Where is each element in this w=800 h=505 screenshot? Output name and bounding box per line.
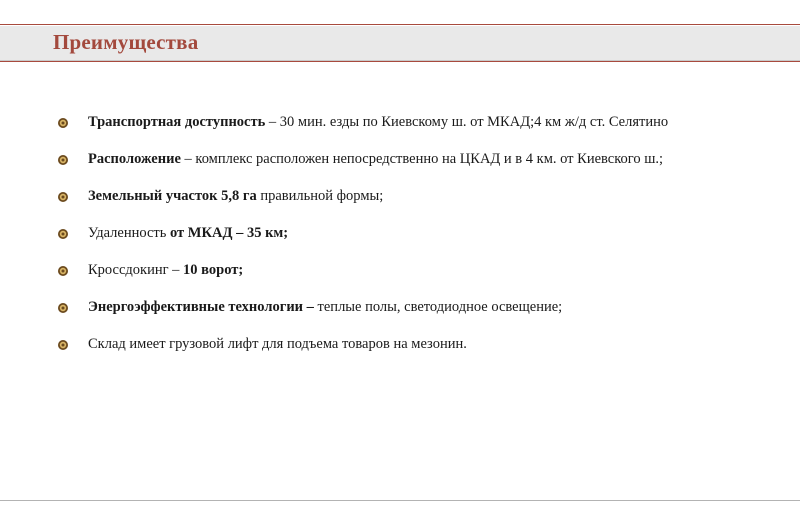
- bullet-icon: [57, 228, 69, 240]
- bullet-icon: [57, 117, 69, 129]
- list-item-text: Склад имеет грузовой лифт для подъема товаров на мезонин.: [88, 336, 467, 352]
- header-band: [0, 26, 800, 61]
- list-item-text: Транспортная доступность – 30 мин. езды по Киевскому ш. от МКАД;4 км ж/д ст. Селятино: [88, 114, 669, 130]
- list-item-text: Кроссдокинг – 10 ворот;: [88, 262, 244, 278]
- list-item-text: Удаленность от МКАД – 35 км;: [88, 225, 289, 241]
- header-top-rule: [0, 24, 800, 25]
- list-item-text: Энергоэффективные технологии – теплые полы, светодиодное освещение;: [88, 299, 563, 315]
- list-item: [57, 289, 668, 326]
- bullet-icon: [57, 154, 69, 166]
- bullet-icon: [57, 191, 69, 203]
- advantages-list: [57, 104, 668, 363]
- footer-rule: [0, 500, 800, 501]
- list-item-text: Расположение – комплекс расположен непосредственно на ЦКАД и в 4 км. от Киевского ш.;: [88, 151, 664, 167]
- list-item-text: Земельный участок 5,8 га правильной формы;: [88, 188, 384, 204]
- list-item: [57, 178, 668, 215]
- bullet-icon: [57, 339, 69, 351]
- header-bottom-rule: [0, 61, 800, 62]
- list-item: [57, 215, 668, 252]
- bullet-icon: [57, 265, 69, 277]
- list-item: [57, 252, 668, 289]
- list-item: [57, 141, 668, 178]
- list-item: [57, 104, 668, 141]
- page-title: Преимущества: [53, 30, 199, 54]
- list-item: [57, 326, 668, 363]
- bullet-icon: [57, 302, 69, 314]
